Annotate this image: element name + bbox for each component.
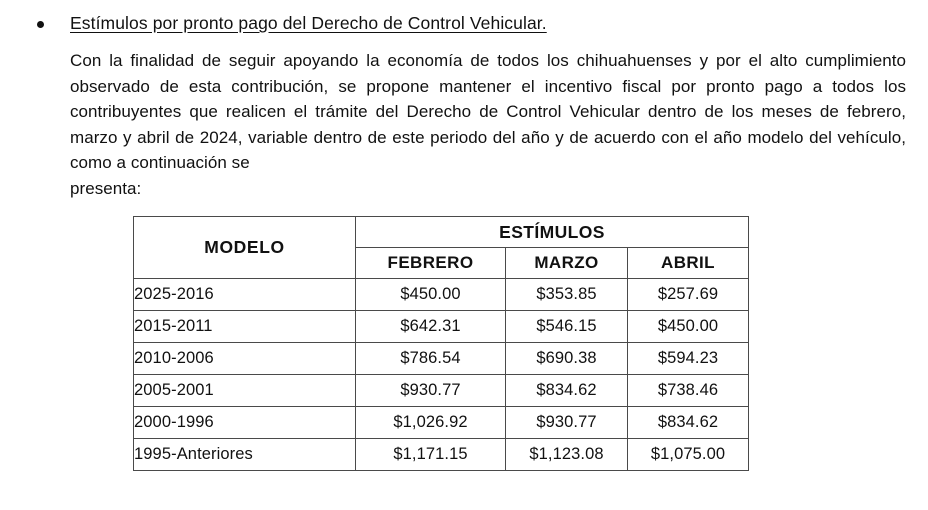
column-header-modelo: MODELO (134, 217, 356, 279)
cell-marzo: $1,123.08 (506, 439, 628, 471)
cell-abril: $257.69 (628, 279, 749, 311)
cell-febrero: $642.31 (356, 311, 506, 343)
table-header (134, 217, 749, 279)
table-row (134, 311, 749, 343)
bullet-point-icon (37, 21, 44, 28)
table-row (134, 407, 749, 439)
cell-febrero: $450.00 (356, 279, 506, 311)
paragraph-text: Con la finalidad de seguir apoyando la economía de todos los chihuahuenses y por el alto cumplimiento observado de esta contribución, se propone mantener el incentivo fiscal por pronto pago a todos los contribuyentes que realicen el trámite del Derecho de Control Vehicular dentro de los meses de febrero, marzo y abril de 2024, variable dentro de este periodo del año y de acuerdo con el año modelo del vehículo, como a continuación se (70, 51, 906, 172)
cell-marzo: $690.38 (506, 343, 628, 375)
column-header-estimulos: ESTÍMULOS (356, 217, 749, 248)
table-row (134, 439, 749, 471)
cell-abril: $1,075.00 (628, 439, 749, 471)
cell-modelo: 2025-2016 (134, 279, 356, 311)
column-header-febrero: FEBRERO (356, 248, 506, 279)
body-paragraph (70, 48, 906, 201)
cell-modelo: 2000-1996 (134, 407, 356, 439)
cell-febrero: $786.54 (356, 343, 506, 375)
cell-modelo: 1995-Anteriores (134, 439, 356, 471)
section-heading: Estímulos por pronto pago del Derecho de Control Vehicular. (70, 13, 547, 33)
cell-modelo: 2015-2011 (134, 311, 356, 343)
table-body (134, 279, 749, 471)
cell-marzo: $834.62 (506, 375, 628, 407)
cell-abril: $594.23 (628, 343, 749, 375)
cell-modelo: 2010-2006 (134, 343, 356, 375)
cell-abril: $738.46 (628, 375, 749, 407)
cell-abril: $834.62 (628, 407, 749, 439)
cell-marzo: $546.15 (506, 311, 628, 343)
table-row (134, 375, 749, 407)
column-header-marzo: MARZO (506, 248, 628, 279)
cell-febrero: $1,026.92 (356, 407, 506, 439)
cell-modelo: 2005-2001 (134, 375, 356, 407)
table-row (134, 343, 749, 375)
cell-febrero: $930.77 (356, 375, 506, 407)
estimulos-table (133, 216, 749, 471)
cell-abril: $450.00 (628, 311, 749, 343)
table-header-row-1 (134, 217, 749, 248)
column-header-abril: ABRIL (628, 248, 749, 279)
cell-marzo: $353.85 (506, 279, 628, 311)
table-row (134, 279, 749, 311)
cell-febrero: $1,171.15 (356, 439, 506, 471)
paragraph-last-line: presenta: (70, 178, 142, 198)
cell-marzo: $930.77 (506, 407, 628, 439)
